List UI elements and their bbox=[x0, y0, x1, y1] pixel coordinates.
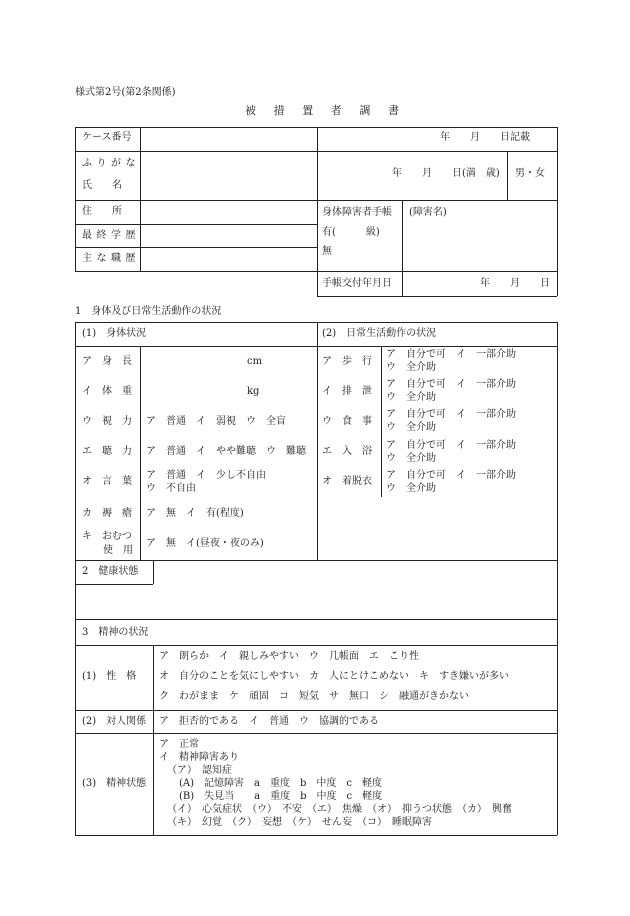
rule bbox=[557, 560, 558, 619]
date-written: 年 月 日記載 bbox=[440, 132, 530, 143]
diaper-label-2: 使 用 bbox=[103, 545, 133, 556]
rule bbox=[317, 296, 557, 297]
rule bbox=[75, 645, 557, 646]
dressing-options-2: ウ 全介助 bbox=[386, 483, 436, 494]
handbook-none: 無 bbox=[322, 246, 332, 257]
hearing-options: ア 普通 イ やや難聴 ウ 難聴 bbox=[146, 446, 306, 457]
mental-line-5: (B) 失見当 a 重度 b 中度 c 軽度 bbox=[179, 791, 383, 802]
section1-title: 1 身体及び日常生活動作の状況 bbox=[75, 306, 222, 317]
address-label: 住 所 bbox=[82, 206, 122, 217]
rule bbox=[75, 560, 76, 619]
height-label: ア 身 長 bbox=[82, 356, 132, 367]
walking-label: ア 歩 行 bbox=[322, 356, 372, 367]
rule bbox=[75, 619, 76, 835]
rule bbox=[75, 584, 153, 585]
rule bbox=[75, 151, 557, 152]
sex-field: 男・女 bbox=[515, 168, 545, 179]
rule bbox=[75, 127, 557, 128]
rule bbox=[75, 200, 557, 201]
height-unit: cm bbox=[247, 356, 263, 367]
rule bbox=[75, 560, 557, 561]
personality-label: (1) 性 格 bbox=[82, 671, 137, 682]
rule bbox=[153, 560, 154, 584]
excretion-options-1: ア 自分で可 イ 一部介助 bbox=[386, 379, 516, 390]
page-title: 被措置者調書 bbox=[245, 104, 417, 117]
rule bbox=[75, 322, 76, 560]
handbook-issue-date: 年 月 日 bbox=[480, 278, 550, 289]
handbook-label: 身体障害者手帳 bbox=[322, 207, 392, 218]
rule bbox=[75, 127, 76, 271]
occupation-label: 主な職歴 bbox=[82, 253, 140, 264]
rule bbox=[75, 271, 557, 272]
relations-label: (2) 対人関係 bbox=[82, 716, 147, 727]
form-number: 様式第2号(第2条関係) bbox=[75, 87, 176, 98]
handbook-has: 有( 級) bbox=[322, 227, 380, 238]
mental-line-1: ア 正常 bbox=[159, 739, 199, 750]
bedsore-label: カ 褥 瘡 bbox=[82, 508, 132, 519]
personality-line-2: オ 自分のことを気にしやすい カ 人にとけこめない キ すき嫌いが多い bbox=[159, 671, 509, 682]
rule bbox=[75, 835, 557, 836]
rule bbox=[75, 619, 557, 620]
bathing-options-2: ウ 全介助 bbox=[386, 453, 436, 464]
excretion-options-2: ウ 全介助 bbox=[386, 392, 436, 403]
excretion-label: イ 排 泄 bbox=[322, 386, 372, 397]
rule bbox=[557, 322, 558, 560]
mental-line-2: イ 精神障害あり bbox=[159, 752, 239, 763]
rule bbox=[75, 733, 557, 734]
eating-options-2: ウ 全介助 bbox=[386, 422, 436, 433]
speech-label: オ 言 葉 bbox=[82, 476, 132, 487]
diaper-options: ア 無 イ(昼夜・夜のみ) bbox=[146, 538, 264, 549]
name-label: 氏 名 bbox=[82, 180, 122, 191]
health-status-title: 2 健康状態 bbox=[82, 566, 139, 577]
dressing-options-1: ア 自分で可 イ 一部介助 bbox=[386, 470, 516, 481]
personality-line-3: ク わがまま ケ 頑固 コ 短気 サ 無口 シ 融通がきかない bbox=[159, 691, 469, 702]
mental-status-title: 3 精神の状況 bbox=[82, 627, 149, 638]
rule bbox=[381, 346, 382, 497]
case-number-label: ケース番号 bbox=[82, 132, 132, 143]
furigana-label: ふりがな bbox=[82, 158, 140, 169]
rule bbox=[75, 247, 317, 248]
speech-options-1: ア 普通 イ 少し不自由 bbox=[146, 470, 266, 481]
disability-name-label: (障害名) bbox=[409, 207, 447, 218]
rule bbox=[140, 127, 141, 271]
mental-line-7: （キ） 幻覚 （ク） 妄想 （ケ） せん妄 （コ） 睡眠障害 bbox=[167, 817, 432, 828]
education-label: 最終学歴 bbox=[82, 230, 140, 241]
handbook-issue-label: 手帳交付年月日 bbox=[322, 278, 392, 289]
rule bbox=[75, 710, 557, 711]
dressing-label: オ 着脱衣 bbox=[322, 476, 372, 487]
birth-date: 年 月 日(満 歳) bbox=[392, 168, 500, 179]
rule bbox=[75, 224, 317, 225]
relations-options: ア 拒否的である イ 普通 ウ 協調的である bbox=[159, 716, 379, 727]
rule bbox=[507, 151, 508, 200]
rule bbox=[75, 322, 557, 323]
daily-living-title: (2) 日常生活動作の状況 bbox=[322, 328, 437, 339]
rule bbox=[557, 127, 558, 296]
weight-label: イ 体 重 bbox=[82, 386, 132, 397]
eating-options-1: ア 自分で可 イ 一部介助 bbox=[386, 409, 516, 420]
hearing-label: エ 聴 力 bbox=[82, 446, 132, 457]
mental-line-6: （イ） 心気症状 （ウ） 不安 （エ） 焦燥 （オ） 抑うつ状態 （カ） 興奮 bbox=[167, 804, 512, 815]
vision-options: ア 普通 イ 弱視 ウ 全盲 bbox=[146, 416, 286, 427]
mental-line-4: (A) 記憶障害 a 重度 b 中度 c 軽度 bbox=[179, 778, 382, 789]
rule bbox=[75, 346, 557, 347]
walking-options-1: ア 自分で可 イ 一部介助 bbox=[386, 349, 516, 360]
rule bbox=[317, 322, 318, 560]
vision-label: ウ 視 力 bbox=[82, 416, 132, 427]
bathing-options-1: ア 自分で可 イ 一部介助 bbox=[386, 440, 516, 451]
rule bbox=[140, 346, 141, 560]
mental-state-label: (3) 精神状態 bbox=[82, 778, 147, 789]
bedsore-options: ア 無 イ 有(程度) bbox=[146, 508, 244, 519]
weight-unit: kg bbox=[247, 386, 260, 397]
walking-options-2: ウ 全介助 bbox=[386, 362, 436, 373]
mental-line-3: （ア） 認知症 bbox=[167, 765, 232, 776]
rule bbox=[557, 619, 558, 835]
rule bbox=[402, 200, 403, 296]
eating-label: ウ 食 事 bbox=[322, 416, 372, 427]
diaper-label: キ おむつ bbox=[82, 531, 132, 542]
bathing-label: エ 入 浴 bbox=[322, 446, 372, 457]
rule bbox=[317, 127, 318, 296]
rule bbox=[153, 645, 154, 835]
body-status-title: (1) 身体状況 bbox=[82, 328, 147, 339]
speech-options-2: ウ 不自由 bbox=[146, 483, 196, 494]
personality-line-1: ア 朗らか イ 親しみやすい ウ 几帳面 エ こり性 bbox=[159, 651, 419, 662]
